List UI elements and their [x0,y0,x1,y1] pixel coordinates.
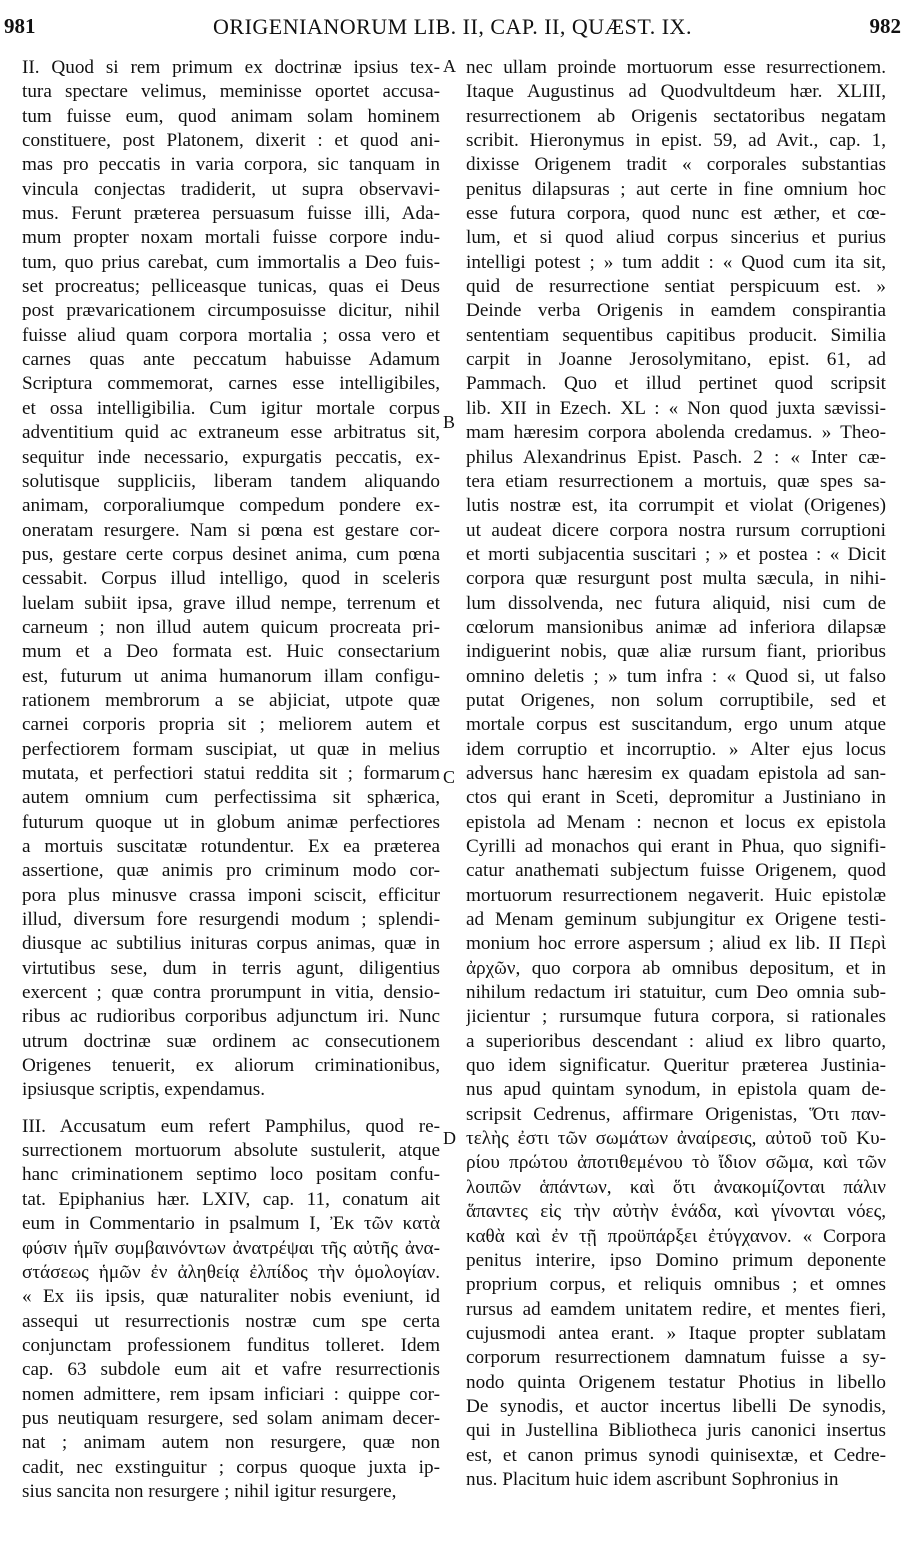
text-line: tum fuisse eum, quod animam solam hominem [22,105,440,127]
text-line: lib. XII in Ezech. XL : « Non quod juxta sævissi- [466,397,886,419]
text-line: perfectiorem formam suscipiat, ut quæ in melius [22,738,440,760]
text-line: mam hæresim corpora abolenda credamus. » Theo- [466,422,886,444]
text-line: lum, et si quod aliud corpus sincerius et purius [466,227,886,249]
text-line: epistola ad Menam : necnon et locus ex epistola [466,811,886,833]
text-line: qui in Justellina Bibliotheca juris canonici insertus [466,1420,886,1442]
text-line: assequi ut resurrectionis nostræ cum spe certa [22,1310,440,1332]
text-line: nomen admittere, rem ipsam inficiari : quippe cor- [22,1383,440,1405]
text-line: quid de resurrectione sentiat perspicuum est. » [466,276,886,298]
text-line: resurrectionem ab Origenis sectatoribus negatam [466,105,886,127]
text-line: ribus ac rudioribus corporibus adjunctum iri. Nunc [22,1006,440,1028]
text-line: et morti subjacentia suscitari ; » et postea : « Dicit [466,543,886,565]
text-line: Scriptura commemorat, carnes esse intelligibiles, [22,373,440,395]
text-line: tura spectare velimus, meminisse oportet accusa- [22,81,440,103]
text-line: ἀρχῶν, quo corpora ab omnibus depositum, et in [466,957,886,979]
text-line: nat ; animam autem non resurgere, quæ non [22,1432,440,1454]
text-line: cessabit. Corpus illud intelligo, quod in sceleris [22,568,440,590]
text-line: τελὴς ἐστι τῶν σωμάτων ἀναίρεσις, αὐτοῦ τοῦ Κυ- [466,1128,886,1150]
text-line: quo idem significatur. Queritur præterea Justinia- [466,1055,886,1077]
text-line: cujusmodi antea erant. » Itaque propter sublatam [466,1322,886,1344]
text-line: esse futura corpora, quod nunc est æther, et cœ- [466,203,886,225]
margin-letter-c: C [443,767,456,787]
text-line: monium hoc errore aspersum ; aliud ex lib. II Περὶ [466,933,886,955]
running-header [0,14,905,44]
text-line: cœlorum mansionibus animæ ad inferiora dilapsæ [466,616,886,638]
text-line: pora plus minusve crassa imponi sciscit, efficitur [22,884,440,906]
text-line: carneum ; non illud autem quicum procreata pri- [22,616,440,638]
text-line: eum in Commentario in psalmum I, Ἐκ τῶν κατὰ [22,1213,440,1235]
text-line: tera etiam resurrectionem a mortuis, quæ spes sa- [466,470,886,492]
text-line: ipsiusque scriptis, expendamus. [22,1079,266,1101]
text-line: mortuorum resurrectionem negaverit. Huic epistolæ [466,884,886,906]
text-line: autem omnium cum perfectissima sit sphærica, [22,787,440,809]
text-line: Itaque Augustinus ad Quodvultdeum hær. XLIII, [466,81,886,103]
text-line: ρίου πρώτου ἀποτιθεμένου τὸ ἴδιον σῶμα, καὶ τῶν [466,1152,886,1174]
text-line: exercent ; quæ contra prorumpunt in vitia, densio- [22,982,440,1004]
text-line: surrectionem mortuorum absolute sustulerit, atque [22,1140,440,1162]
text-line: est, et canon primus synodi quinisextæ, et Cedre- [466,1444,886,1466]
text-line: tum, quo prius carebat, cum immortalis a Deo fuis- [22,251,440,273]
text-line: diusque ac subtilius inituras corpus animas, quæ in [22,933,440,955]
text-line: cap. 63 subdole eum ait et vafre resurrectionis [22,1359,440,1381]
text-line: carpit in Joanne Jerosolymitano, epist. 61, ad [466,349,886,371]
text-line: nec ullam proinde mortuorum esse resurrectionem. [466,57,886,78]
text-line: putat Origenes, non solum corruptibile, sed et [466,689,886,711]
text-line: omnino deletis ; » tum infra : « Quod si, ut falso [466,665,886,687]
text-line: penitus interire, ipso Domino primum deponente [466,1249,886,1271]
text-line: idem corruptio et incorruptio. » Alter ejus locus [466,738,886,760]
text-line: post prævaricationem circumposuisse dicitur, nihil [22,300,440,322]
text-line: carnei corporis propria sit ; meliorem autem et [22,714,440,736]
text-line: στάσεως ἡμῶν ἐν ἀληθείᾳ ἐλπίδος τὴν ὁμολογίαν. [22,1261,440,1283]
text-line: cadit, nec exstinguitur ; corpus quoque juxta ip- [22,1456,440,1478]
text-line: De synodis, et auctor incertus libelli De synodis, [466,1395,886,1417]
text-line: sius sancita non resurgere ; nihil igitur resurgere, [22,1480,397,1502]
paragraph-gap [22,1103,440,1115]
text-line: adversus hanc hæresim ex quadam epistola ad san- [466,762,886,784]
text-line: animam, corporaliumque compedum pondere ex- [22,495,440,517]
right-column [466,56,886,1492]
text-line: II. Quod si rem primum ex doctrinæ ipsius tex- [22,57,440,78]
text-line: corporum resurrectionem damnatum fuisse a sy- [466,1347,886,1369]
text-line: scribit. Hieronymus in epist. 59, ad Avit., cap. 1, [466,130,886,152]
text-line: fuisse aliud quam corpora mortalia ; ossa vero et [22,324,440,346]
text-line: ad Menam geminum subjungitur ex Origene testi- [466,909,886,931]
text-line: Origenes tenuerit, ex aliorum criminationibus, [22,1055,440,1077]
running-title: ORIGENIANORUM LIB. II, CAP. II, QUÆST. IX. [213,14,692,39]
text-line: scripsit Cedrenus, affirmare Origenistas, Ὅτι παν- [466,1103,886,1125]
text-line: nus. Placitum huic idem ascribunt Sophronius in [466,1468,839,1490]
text-line: et ossa intelligibilia. Cum igitur mortale corpus [22,397,440,419]
text-line: a mortuis suscitatæ rotundentur. Ex ea præterea [22,836,440,857]
text-line: rationem membrorum a se abjiciat, utpote quæ [22,689,440,711]
text-line: λοιπῶν ἁπάντων, καὶ ὅτι ἀνακομίζονται πάλιν [466,1176,886,1198]
text-line: pus neutiquam resurgere, sed solam animam decer- [22,1407,440,1429]
text-line: illud, diversum fore resurgendi modum ; splendi- [22,909,440,931]
text-line: mus. Ferunt præterea persuasum fuisse illi, Ada- [22,203,440,225]
text-line: assertione, quæ animis pro criminum modo cor- [22,860,440,882]
text-line: nus apud quintam synodum, in epistola quam de- [466,1079,886,1101]
text-line: utrum doctrinæ suæ ordinem ac consecutionem [22,1030,440,1052]
page-number-right: 982 [869,14,901,38]
text-line: καθὰ καὶ ἐν τῇ προϋπάρξει ἐτύγχανον. « Corpora [466,1225,886,1247]
text-line: III. Accusatum eum refert Pamphilus, quod re- [22,1115,440,1137]
text-line: mutata, et perfectiori statui reddita sit ; formarum [22,762,440,784]
text-line: set procreatus; pelliceasque tunicas, quas ei Deus [22,276,440,298]
page-number-left: 981 [4,14,36,38]
text-line: indiguerint nobis, quæ aliæ rursum fiant, prioribus [466,641,886,663]
text-line: tat. Epiphanius hær. LXIV, cap. 11, conatum ait [22,1188,440,1210]
text-line: hanc criminationem septimo loco positam confu- [22,1164,440,1186]
text-line: mum propter noxam mortali fuisse corpore indu- [22,227,440,249]
text-line: adventitium quid ac extraneum esse arbitratus sit, [22,422,440,444]
text-line: constituere, post Platonem, dixerit : et quod ani- [22,130,440,152]
text-line: lum dissolvenda, nec futura aliquid, nisi cum de [466,592,886,614]
text-line: corpora quæ resurgunt post multa sæcula, in nihi- [466,568,886,590]
text-line: solutisque suppliciis, liberam tandem aliquando [22,470,440,492]
text-line: a superioribus descendant : aliud ex libro quarto, [466,1030,886,1052]
text-line: ἅπαντες εἰς τὴν αὐτὴν ἑνάδα, καὶ γίνονται νόες, [466,1201,886,1223]
text-line: luelam subiit ipsa, grave illud nempe, terrenum et [22,592,440,614]
text-line: lutis nostræ est, ita corrumpit et violat (Origenes) [466,495,886,517]
text-line: proprium corpus, et reliquis omnibus ; et omnes [466,1274,886,1296]
text-line: pus, gestare certe corpus desinet anima, cum pœna [22,543,440,565]
text-line: mas pro peccatis in varia corpora, sic tanquam in [22,154,440,176]
text-line: ut audeat dicere corpora nostra rursum corruptioni [466,519,886,541]
text-line: carnes quas ante peccatum habuisse Adamum [22,349,440,371]
margin-letter-a: A [443,56,456,76]
text-line: intelligi potest ; » tum addit : « Quod cum ita sit, [466,251,886,273]
text-line: philus Alexandrinus Epist. Pasch. 2 : « Inter cæ- [466,446,886,468]
text-line: « Ex iis ipsis, quæ naturaliter nobis eveniunt, id [22,1286,440,1308]
text-line: nodo quinta Origenem testatur Photius in libello [466,1371,886,1393]
text-line: mum et a Deo formata est. Huic consectarium [22,641,440,663]
text-line: est, futurum ut anima humanorum illam configu- [22,665,440,687]
text-line: virtutibus sese, dum in terris agunt, diligentius [22,957,440,979]
text-line: Cyrilli ad monachos qui erant in Phua, quo signifi- [466,836,886,857]
text-line: oneratam resurgere. Nam si pœna est gestare cor- [22,519,440,541]
text-line: sequitur inde necessario, expurgatis peccatis, ex- [22,446,440,468]
text-line: futurum quoque ut in globum animæ perfectiores [22,811,440,833]
text-line: rursus ad eamdem unitatem redire, et mentes fieri, [466,1298,886,1320]
text-line: catur anathemati subjectum fuisse Origenem, quod [466,860,886,882]
text-line: sententiam sequentibus capitibus producit. Similia [466,324,886,346]
text-line: penitus dilapsuras ; aut certe in fine omnium hoc [466,178,886,200]
text-line: φύσιν ἡμῖν συμβαινόντων ἀνατρέψαι τῆς αὐτῆς ἀνα- [22,1237,440,1259]
left-column [22,56,440,1504]
text-line: jicientur ; rursumque futura corpora, si rationales [466,1006,886,1028]
text-line: conjunctam professionem funditus tolleret. Idem [22,1334,440,1356]
text-line: vincula conjectas tradiderit, ut supra observavi- [22,178,440,200]
text-line: dixisse Origenem tradit « corporales substantias [466,154,886,176]
text-line: ctos qui erant in Sceti, depromitur a Justiniano in [466,787,886,809]
text-line: Deinde verba Origenis in eamdem conspirantia [466,300,886,322]
margin-letter-b: B [443,412,456,432]
text-line: nihilum redactum iri statuitur, cum Deo omnia sub- [466,982,886,1004]
margin-letter-d: D [443,1128,456,1148]
text-line: Pammach. Quo et illud pertinet quod scripsit [466,373,886,395]
text-line: mortale corpus est suscitandum, ergo unum atque [466,714,886,736]
